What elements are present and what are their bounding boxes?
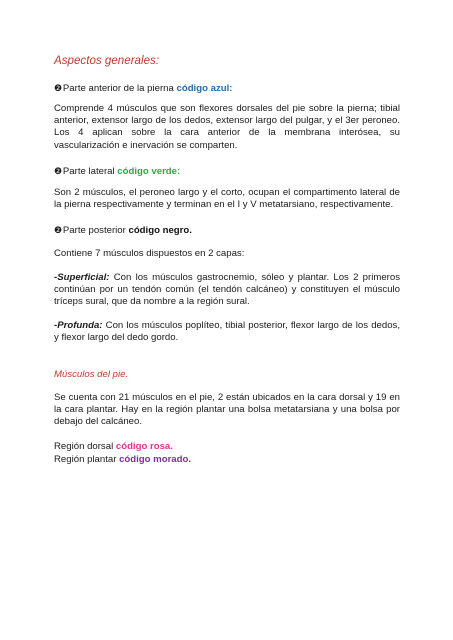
lateral-paragraph: Son 2 músculos, el peroneo largo y el corto, ocupan el compartimento lateral de la pierna respectivamente y terminan en el I y V metatarsiano, respectivamente. <box>54 187 400 211</box>
posterior-intro: Contiene 7 músculos dispuestos en 2 capas: <box>54 248 245 259</box>
anterior-title <box>54 82 400 95</box>
profunda-paragraph <box>54 320 400 344</box>
superficial-text: Con los músculos gastrocnemio, sóleo y plantar. Los 2 primeros continúan por un tendón común (el tendón calcáneo) y constituyen el músculo tríceps sural, que da nombre a la región sural. <box>54 272 400 308</box>
posterior-code: código negro. <box>128 225 192 236</box>
anterior-paragraph: Comprende 4 músculos que son flexores dorsales del pie sobre la pierna; tibial anterior, extensor largo de los dedos, extensor largo del pulgar, y el 3er peroneo. Los 4 aplican sobre la cara anterior de la membrana interósea, su vascularización e inervación se comparten. <box>54 103 400 151</box>
posterior-title <box>54 224 400 237</box>
region-plantar-label: Región plantar <box>54 454 117 465</box>
profunda-text: Con los músculos poplíteo, tibial posterior, flexor largo de los dedos, y flexor largo del dedo gordo. <box>54 320 400 344</box>
posterior-lead: Parte posterior <box>62 225 126 236</box>
region-dorsal <box>54 441 400 453</box>
anterior-lead: Parte anterior de la pierna <box>62 83 174 94</box>
superficial-label: -Superficial: <box>54 272 110 283</box>
superficial-paragraph <box>54 272 400 309</box>
region-plantar-code: código morado. <box>119 454 192 465</box>
profunda-label: -Profunda: <box>54 320 103 331</box>
section-heading: Aspectos generales: <box>54 54 160 67</box>
region-plantar <box>54 454 400 466</box>
foot-paragraph: Se cuenta con 21 músculos en el pie, 2 están ubicados en la cara dorsal y 19 en la cara plantar. Hay en la región plantar una bolsa metatarsiana y una bolsa por debajo del calcáneo. <box>54 392 400 428</box>
bullet-icon: ❷ <box>54 225 62 235</box>
region-dorsal-label: Región dorsal <box>54 441 114 452</box>
bullet-icon: ❷ <box>54 83 62 93</box>
foot-heading: Músculos del pie. <box>54 369 129 380</box>
anterior-code: código azul: <box>176 83 233 94</box>
region-dorsal-code: código rosa. <box>115 441 173 452</box>
bullet-icon: ❷ <box>54 166 62 176</box>
lateral-title <box>54 165 400 178</box>
lateral-lead: Parte lateral <box>62 166 115 177</box>
lateral-code: código verde: <box>117 166 181 177</box>
